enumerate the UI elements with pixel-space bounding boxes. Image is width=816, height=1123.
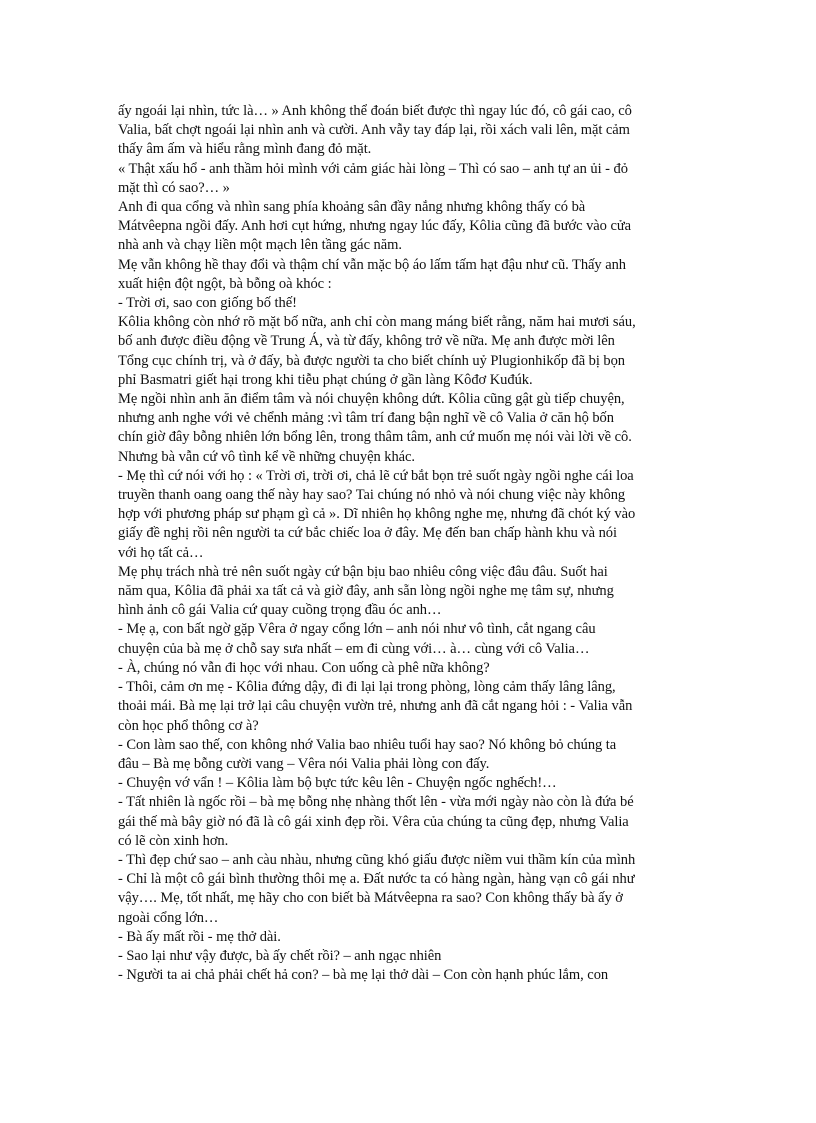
text-line: - Người ta ai chả phải chết hả con? – bà mẹ lại thở dài – Con còn hạnh phúc lắm, con [118, 967, 609, 984]
text-line: năm qua, Kôlia đã phải xa tất cả và giờ đây, anh sẵn lòng ngồi nghe mẹ tâm sự, nhưng [118, 583, 614, 600]
text-line: gái thế mà bây giờ nó đã là cô gái xinh đẹp rồi. Vêra của chúng ta cũng đẹp, nhưng Valia [118, 813, 629, 830]
text-line: Mẹ phụ trách nhà trẻ nên suốt ngày cứ bận bịu bao nhiêu công việc đâu đâu. Suốt hai [118, 563, 608, 580]
text-line: vậy…. Mẹ, tốt nhất, mẹ hãy cho con biết bà Mátvêepna ra sao? Con không thấy bà ấy ở [118, 890, 623, 907]
text-line: Mẹ ngồi nhìn anh ăn điểm tâm và nói chuyện không dứt. Kôlia cũng gật gù tiếp chuyện, [118, 391, 625, 408]
text-line: Valia, bất chợt ngoái lại nhìn anh và cười. Anh vẫy tay đáp lại, rồi xách vali lên, mặt cảm [118, 122, 630, 139]
text-line: Kôlia không còn nhớ rõ mặt bố nữa, anh chỉ còn mang máng biết rằng, năm hai mươi sáu, [118, 314, 636, 331]
text-line: - Trời ơi, sao con giống bố thế! [118, 295, 297, 312]
text-line: - À, chúng nó vẫn đi học với nhau. Con uống cà phê nữa không? [118, 659, 490, 676]
text-line: hợp với phương pháp sư phạm gì cả ». Dĩ nhiên họ không nghe mẹ, nhưng đã chót ký vào [118, 506, 636, 523]
text-line: truyền thanh oang oang thế này hay sao? Tai chúng nó nhỏ và nói chung việc này không [118, 487, 626, 504]
text-line: Tổng cục chính trị, và ở đấy, bà được người ta cho biết chính uỷ Plugionhikốp đã bị bọn [118, 352, 626, 369]
text-line: nhưng anh nghe với vẻ chểnh mảng :vì tâm trí đang bận nghĩ về cô Valia ở căn hộ bốn [118, 410, 614, 427]
text-line: - Mẹ thì cứ nói với họ : « Trời ơi, trời ơi, chả lẽ cứ bắt bọn trẻ suốt ngày ngồi nghe cái loa [118, 467, 634, 484]
text-line: - Chỉ là một cô gái bình thường thôi mẹ a. Đất nước ta có hàng ngàn, hàng vạn cô gái như [118, 871, 635, 888]
text-line: - Bà ấy mất rồi - mẹ thở dài. [118, 928, 281, 945]
text-line: hình ảnh cô gái Valia cứ quay cuồng trọng đầu óc anh… [118, 602, 442, 619]
text-line: xuất hiện đột ngột, bà bỗng oà khóc : [118, 275, 332, 292]
text-line: phỉ Basmatri giết hại trong khi tiễu phạt chúng ở gần làng Kôđơ Kuđúk. [118, 371, 533, 388]
text-line: - Thôi, cảm ơn mẹ - Kôlia đứng dậy, đi đi lại lại trong phòng, lòng cảm thấy lâng lâng, [118, 679, 616, 696]
text-line: - Thì đẹp chứ sao – anh càu nhàu, nhưng cũng khó giấu được niềm vui thầm kín của mình [118, 851, 636, 868]
text-line: - Sao lại như vậy được, bà ấy chết rồi? – anh ngạc nhiên [118, 947, 442, 964]
text-line: - Mẹ ạ, con bất ngờ gặp Vêra ở ngay cổng lớn – anh nói như vô tình, cắt ngang câu [118, 621, 596, 638]
text-line: nhà anh và chạy liền một mạch lên tầng gác năm. [118, 237, 402, 254]
text-line: ấy ngoái lại nhìn, tức là… » Anh không thể đoán biết được thì ngay lúc đó, cô gái cao, cô [118, 103, 632, 119]
text-line: chuyện của bà mẹ ở chỗ say sưa nhất – em đi cùng với… à… cùng với cô Valia… [118, 640, 590, 657]
text-line: còn học phổ thông cơ à? [118, 717, 259, 734]
text-line: Anh đi qua cổng và nhìn sang phía khoảng sân đầy nắng nhưng không thấy có bà [118, 199, 586, 216]
text-line: mặt thì có sao?… » [118, 179, 230, 196]
text-line: bố anh được điều động về Trung Á, và từ đấy, không trở về nữa. Mẹ anh được mời lên [118, 333, 615, 350]
text-line: Nhưng bà vẫn cứ vô tình kể về những chuyện khác. [118, 448, 416, 465]
text-line: đâu – Bà mẹ bỗng cười vang – Vêra nói Valia phải lòng con đấy. [118, 755, 490, 772]
text-line: với họ tất cả… [118, 544, 204, 561]
text-line: - Tất nhiên là ngốc rồi – bà mẹ bỗng nhẹ nhàng thốt lên - vừa mới ngày nào còn là đứa bé [118, 794, 634, 811]
text-line: chín giờ đây bỗng nhiên lớn bổng lên, trong thâm tâm, anh cứ muốn mẹ nói vài lời về cô. [118, 429, 632, 446]
text-line: thấy âm ấm và hiểu rằng mình đang đỏ mặt. [118, 141, 372, 158]
text-line: thoải mái. Bà mẹ lại trở lại câu chuyện vườn trẻ, nhưng anh đã cắt ngang hỏi : - Valia vẫn [118, 698, 633, 715]
text-line: Mátvêepna ngồi đấy. Anh hơi cụt hứng, nhưng ngay lúc đấy, Kôlia cũng đã bước vào cửa [118, 218, 632, 235]
text-line: Mẹ vẫn không hề thay đổi và thậm chí vẫn mặc bộ áo lấm tấm hạt đậu như cũ. Thấy anh [118, 256, 626, 273]
text-line: có lẽ còn xinh hơn. [118, 832, 229, 849]
text-line: ngoài cổng lớn… [118, 909, 219, 926]
document-page [118, 102, 718, 985]
text-line: - Chuyện vớ vẩn ! – Kôlia làm bộ bực tức kêu lên - Chuyện ngốc nghếch!… [118, 775, 557, 792]
text-line: - Con làm sao thế, con không nhớ Valia bao nhiêu tuổi hay sao? Nó không bỏ chúng ta [118, 736, 617, 753]
text-line: giấy đề nghị rồi nên người ta cứ bắc chiếc loa ở đây. Mẹ đến ban chấp hành khu và nói [118, 525, 617, 542]
text-line: « Thật xấu hổ - anh thầm hỏi mình với cảm giác hài lòng – Thì có sao – anh tự an ủi - đỏ [118, 160, 628, 177]
